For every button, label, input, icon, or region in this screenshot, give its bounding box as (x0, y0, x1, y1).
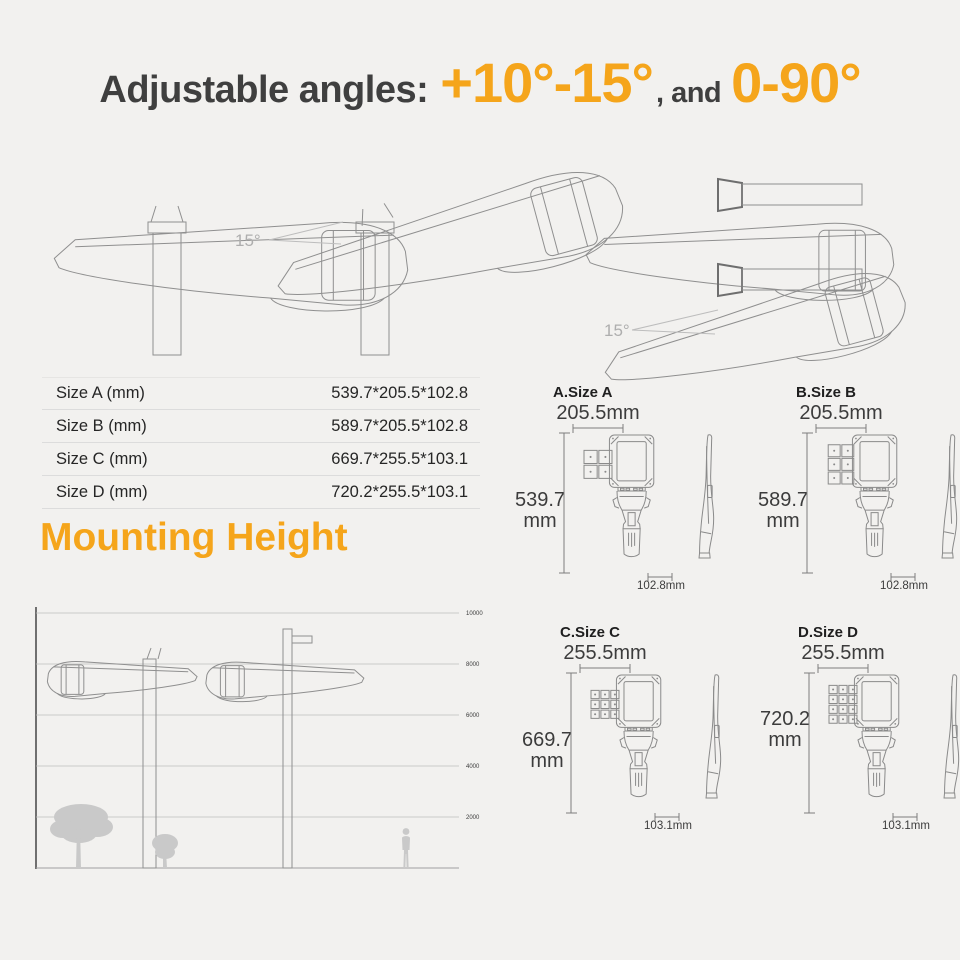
mounting-height-chart (35, 605, 500, 875)
headline-prefix: Adjustable angles: (99, 69, 429, 111)
size-value: 669.7*255.5*103.1 (331, 449, 468, 468)
depth-dimension-label: 102.8mm (637, 580, 685, 592)
headline-separator: , and (655, 77, 722, 109)
dimension-lines (804, 664, 917, 821)
mounting-height-title: Mounting Height (40, 516, 348, 559)
person-silhouette (402, 828, 410, 867)
street-lamp-front-drawing (584, 435, 654, 557)
street-lamp-front-drawing (828, 435, 897, 557)
street-lamp-side-drawing (706, 675, 721, 798)
height-scale-label: 8000 (466, 662, 480, 668)
led-module-grid (828, 445, 854, 484)
size-table (42, 377, 480, 509)
size-diagram-title: B.Size B (796, 384, 857, 401)
depth-dimension-label: 102.8mm (880, 580, 928, 592)
lamp-dimension-drawing (765, 623, 960, 848)
lamp-dimension-drawing (520, 383, 740, 608)
size-diagram-d (759, 623, 960, 848)
table-row (42, 443, 480, 476)
arm-mount-street-light (206, 629, 364, 868)
pole-mount-tilt-diagram (35, 150, 460, 360)
height-scale-labels (466, 611, 483, 821)
street-lamp-on-pole-flat (54, 206, 407, 355)
dimension-lines (559, 424, 672, 581)
lamp-dimension-drawing (527, 623, 747, 848)
size-diagram-title: D.Size D (798, 624, 859, 641)
arm-mount-tilt-diagram (570, 150, 940, 345)
width-dimension-label: 255.5mm (563, 642, 647, 664)
size-diagram-title: A.Size A (553, 384, 613, 401)
size-value: 720.2*255.5*103.1 (331, 482, 468, 501)
led-module-grid (591, 690, 619, 718)
size-label: Size A (mm) (56, 384, 145, 402)
width-dimension-label: 205.5mm (556, 402, 640, 424)
size-label: Size D (mm) (56, 482, 148, 501)
height-scale-label: 10000 (466, 611, 483, 617)
width-dimension-label: 205.5mm (799, 402, 883, 424)
street-lamp-side-drawing (699, 435, 714, 558)
table-row (42, 476, 480, 509)
size-diagram-b (757, 383, 960, 608)
height-scale-label: 4000 (466, 764, 480, 770)
size-label: Size B (mm) (56, 416, 147, 435)
headline-angle-range-1: +10°-15° (440, 51, 653, 114)
street-lamp-side-drawing (942, 435, 957, 558)
depth-dimension-label: 103.1mm (882, 820, 930, 832)
dimension-lines (566, 664, 679, 821)
width-dimension-label: 255.5mm (801, 642, 885, 664)
height-dimension-label: 589.7 mm (757, 489, 809, 532)
height-dimension-label: 669.7 mm (521, 729, 573, 772)
street-lamp-front-drawing (829, 675, 899, 797)
led-module-grid (584, 450, 612, 478)
size-diagram-a (514, 383, 740, 608)
dimension-lines (802, 424, 915, 581)
street-lamp-front-drawing (591, 675, 661, 797)
size-diagram-title: C.Size C (560, 624, 621, 641)
height-dimension-label: 720.2 mm (759, 708, 811, 751)
size-diagram-c (521, 623, 747, 848)
size-value: 539.7*205.5*102.8 (331, 384, 468, 402)
height-scale-label: 6000 (466, 713, 480, 719)
table-row (42, 377, 480, 410)
led-module-grid (829, 685, 857, 723)
headline-angle-range-2: 0-90° (731, 51, 861, 114)
height-gridlines (36, 613, 459, 817)
street-lamp-side-drawing (944, 675, 959, 798)
size-value: 589.7*205.5*102.8 (331, 416, 468, 435)
tilt-angle-wedge (269, 222, 343, 244)
height-dimension-label: 539.7 mm (514, 489, 566, 532)
tree-silhouette-large (50, 804, 113, 868)
depth-dimension-label: 103.1mm (644, 820, 692, 832)
table-row (42, 410, 480, 443)
height-scale-label: 2000 (466, 815, 480, 821)
size-label: Size C (mm) (56, 449, 148, 468)
lamp-dimension-drawing (763, 383, 960, 608)
page-title (0, 50, 960, 115)
pole-tilt-angle-label: 15° (235, 231, 261, 250)
arm-tilt-angle-label: 15° (604, 321, 630, 340)
